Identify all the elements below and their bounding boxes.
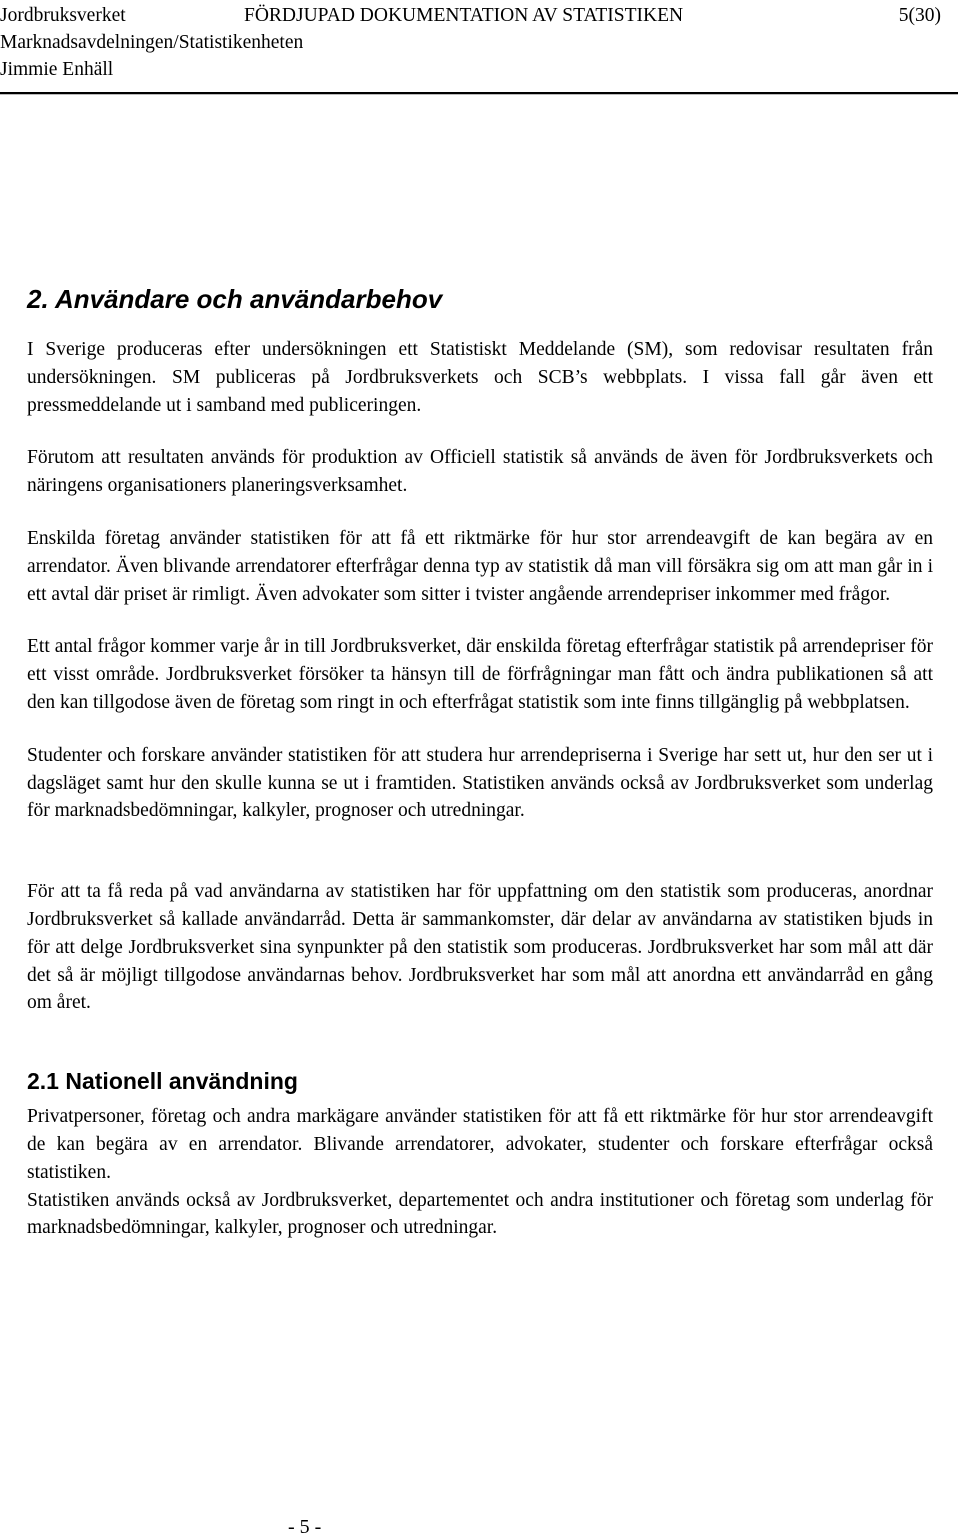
section-2-heading: 2. Användare och användarbehov bbox=[27, 284, 443, 314]
header-page-indicator: 5(30) bbox=[898, 5, 941, 26]
section-2-paragraph: I Sverige produceras efter undersökningen ett Statistiskt Meddelande (SM), som redovisar resultaten från undersökningen. SM publiceras på Jordbruksverkets och SCB’s webbplats. I vissa fall går även ett pressmeddelande ut i samband med publiceringen. bbox=[27, 339, 933, 416]
section-2-paragraph: Studenter och forskare använder statistiken för att studera hur arrendepriserna i Sverige har sett ut, hur den ser ut i dagsläget samt hur den skulle kunna se ut i framtiden. Statistiken används också av Jordbruksverket som underlag för marknadsbedömningar, kalkyler, prognoser och utredningar. bbox=[27, 744, 933, 822]
section-2-1-paragraph: Statistiken används också av Jordbruksverket, departementet och andra institutioner och företag som underlag för marknadsbedömningar, kalkyler, prognoser och utredningar. bbox=[27, 1189, 933, 1239]
section-2-paragraph: Enskilda företag använder statistiken för att få ett riktmärke för hur stor arrendeavgift de kan begära av en arrendator. Även blivande arrendatorer efterfrågar denna typ av statistik då man vill försäkra sig om att man går in i ett avtal där priset är rimligt. Även advokater som sitter i tvister angående arrendepriser inkommer med frågor. bbox=[27, 527, 933, 605]
document-content bbox=[27, 280, 933, 1242]
section-2-paragraph: För att ta få reda på vad användarna av statistiken har för uppfattning om den statistik som produceras, anordnar Jordbruksverket så kallade användarråd. Detta är sammankomster, där delar av användarna av statistiken bjuds in för att delge Jordbruksverket sina synpunkter på den statistik som produceras. Jordbruksverket har som mål att där det så är möjligt tillgodose användarnas behov. Jordbruksverket har som mål att anordna ett användarråd en gång om året. bbox=[27, 881, 933, 1014]
header-department: Marknadsavdelningen/Statistikenheten bbox=[0, 32, 304, 53]
section-2-1-heading: 2.1 Nationell användning bbox=[27, 1068, 298, 1095]
section-2-paragraph: Förutom att resultaten används för produktion av Officiell statistik så används de även för Jordbruksverkets och näringens organisationers planeringsverksamhet. bbox=[27, 447, 933, 497]
page-number: - 5 - bbox=[288, 1516, 322, 1538]
header-document-title: FÖRDJUPAD DOKUMENTATION AV STATISTIKEN bbox=[244, 5, 684, 26]
section-2-1-paragraph: Privatpersoner, företag och andra markägare använder statistiken för att få ett riktmärke för hur stor arrendeavgift de kan begära av en arrendator. Blivande arrendatorer, advokater, studenter och forskare efterfrågar också statistiken. bbox=[27, 1106, 933, 1183]
section-2-paragraph: Ett antal frågor kommer varje år in till Jordbruksverket, där enskilda företag efterfrågar statistik på arrendepriser för ett visst område. Jordbruksverket försöker ta hänsyn till de förfrågningar man fått och ändra publikationen så att den kan tillgodose även de företag som ringt in och efterfrågat statistik som inte finns tillgänglig på webbplatsen. bbox=[27, 636, 933, 713]
page-header bbox=[0, 2, 960, 94]
header-divider bbox=[0, 92, 958, 95]
header-author: Jimmie Enhäll bbox=[0, 59, 114, 80]
header-organization: Jordbruksverket bbox=[0, 5, 126, 26]
